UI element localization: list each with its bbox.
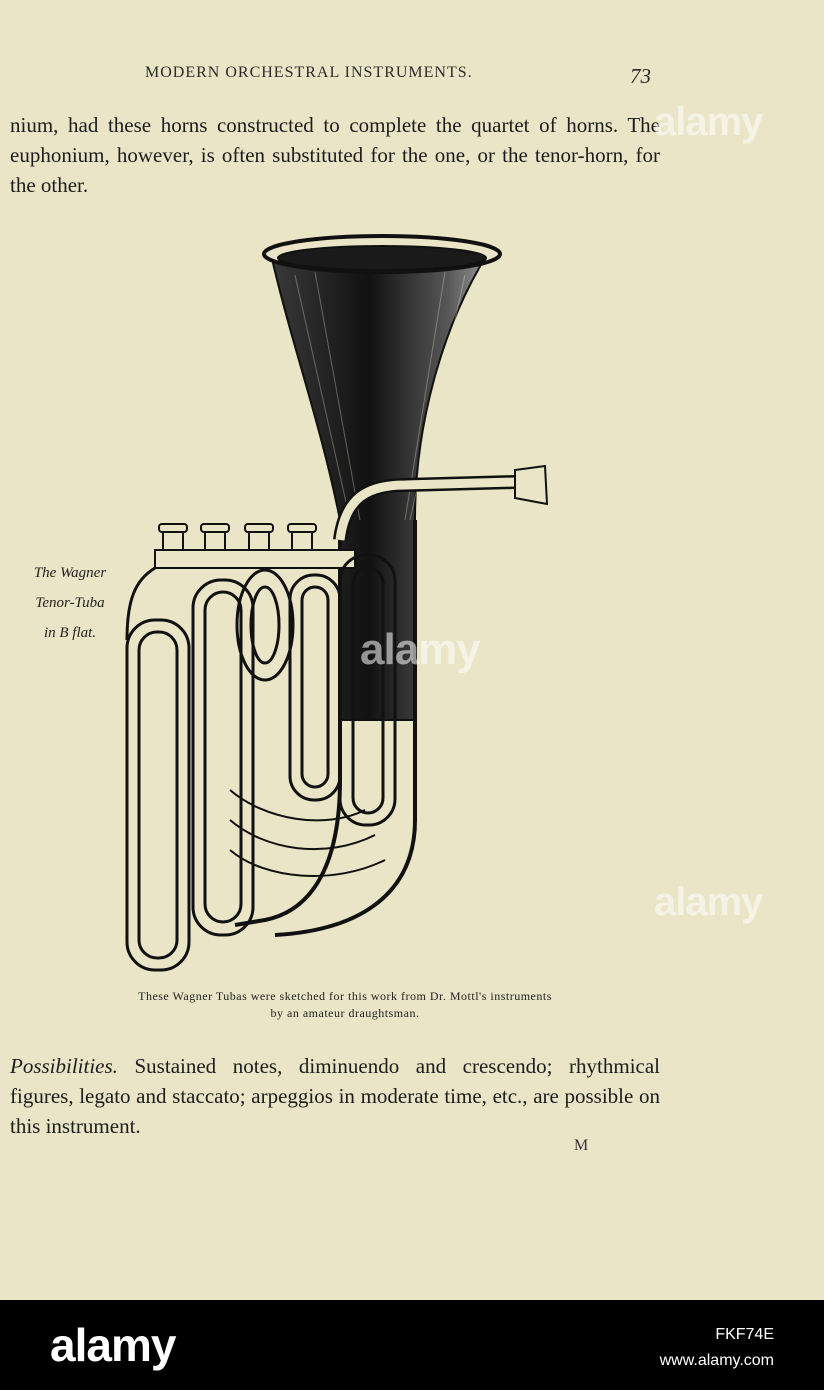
- margin-caption-line-3: in B flat.: [43, 625, 97, 641]
- margin-caption: [20, 558, 120, 648]
- figure-caption-line-2: by an amateur draughtsman.: [270, 1006, 420, 1020]
- paragraph-2: [10, 1051, 660, 1141]
- tuba-icon: [115, 220, 555, 980]
- footer-info: [660, 1322, 774, 1374]
- margin-caption-line-1: The Wagner: [33, 565, 107, 581]
- signature-mark: M: [574, 1137, 589, 1154]
- figure-caption-line-1: These Wagner Tubas were sketched for this work from Dr. Mottl's instruments: [138, 989, 552, 1003]
- image-id: FKF74E: [715, 1326, 774, 1343]
- footer-url: www.alamy.com: [659, 1352, 774, 1369]
- watermark-right-mid: alamy: [654, 880, 763, 924]
- paragraph-1: nium, had these horns constructed to complete the quartet of horns. The euphonium, however, is often substituted for the one, or the tenor-horn, for the other.: [10, 113, 660, 197]
- possibilities-heading: Possibilities.: [10, 1054, 118, 1078]
- paragraph-2-text: Sustained notes, diminuendo and crescendo; rhythmical figures, legato and staccato; arpeggios in moderate time, etc., are possible on this instrument.: [10, 1054, 660, 1138]
- alamy-logo: alamy: [50, 1319, 176, 1371]
- figure-caption: [40, 988, 650, 1022]
- margin-caption-line-2: Tenor-Tuba: [35, 595, 105, 611]
- running-title: MODERN ORCHESTRAL INSTRUMENTS.: [145, 64, 473, 81]
- watermark-center: alamy: [360, 625, 480, 674]
- page-number: 73: [630, 64, 651, 88]
- footer-bar: [0, 1300, 824, 1390]
- watermark-right-top: alamy: [654, 100, 763, 144]
